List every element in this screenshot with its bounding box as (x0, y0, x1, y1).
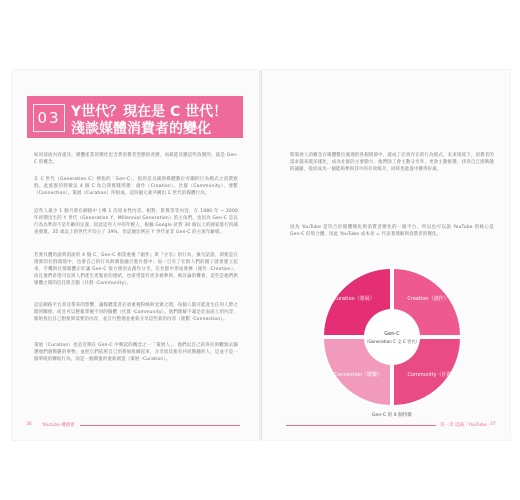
chapter-title-line-2: 淺談媒體消費者的變化 (71, 121, 211, 137)
left-paragraph-1: 如同前面內容提及，媒體產業的變化也含著消費者型態的改變，而最能反應這些改變的，就是 Gen-C 的概念。 (34, 153, 238, 165)
diagram-center-circle (364, 309, 420, 365)
label-connection: Connection（聯繫） (333, 372, 383, 378)
diagram-center-title: Gen-C (384, 331, 400, 337)
right-paragraph-1: 將策展人的概念在媒體數位處理的各個環節中，就成了必須存在的行為模式。未來環境下，消費者的需求越來越多樣化，成為社群的主要動力，他們除了會主動分享外，更會主動挑選，找尋自己感興趣的議題，從而成為一個能夠參與其中的有效媒介，同時也能從中獲得好處。 (290, 153, 494, 172)
label-creation: Creation（創作） (407, 296, 449, 302)
left-paragraph-3: 這些人最少 1 個月會在網路中上傳 1 次原本性內容。相對，影像等等內容，在 1980 年 ~ 2000 年初期出生的 Y 世代（Generation Y、Millennial Generation）的主角們，也因為 Gen-C 是以行為為準而不是年齡的定義，因此這些人中的年輕人，根據 Google 針對 30 個以上的國家進行的調查發現，35 歲以上的世代平均占了 39%，但這個比例在 Y 世代並非 Gen-C 的主流年齡層。 (34, 209, 238, 235)
right-footer-chapter: 第一章 認識「YouTube」 (440, 423, 492, 428)
left-footer-book-title: Youtube 轉播術 (42, 423, 75, 428)
right-footer-rule (286, 425, 436, 426)
left-footer-rule (80, 425, 240, 426)
left-paragraph-2: 在 C 世代（Generation C）裡指的「Gen-C」，指的是具備與媒體數位有關的行為模式之消費族群。此族群的特徵以 4 個 C 為自我實踐形態：創作（Creation）、社群（Community）、連繫（Connection）、策展（Curation）所組成，這四個元素共構出 C 世代的媒體行為。 (34, 177, 238, 196)
right-paragraph-2: 因為 YouTube 是符合於媒體變化與消費者變化的一個平台，所以也可以說 YouTube 的核心是 Gen-C 的集合體，因此 YouTube 成本身 = 代表著理解與消費者的變化。 (290, 225, 494, 237)
left-footer-page-number: 36 (26, 422, 32, 427)
label-community: Community（社群） (407, 372, 457, 378)
chapter-title-line-1: Y世代？現在是 C 世代！ (71, 104, 228, 120)
diagram-caption: Gen-C 的 4 個特徵 (372, 413, 412, 418)
chapter-number: 03 (33, 104, 65, 132)
left-paragraph-5: 這是網路平台普及帶來的影響，讓媒體業者必須重視粉絲與受眾之間，每個人都可能產生任何人際之間的關係，而且可以輕鬆掌握不同的個體（社群 -Community）。他們理解不滿足於表面上的內容，開始找出自己想要與需要的內容，並自行整理並重新分享這些新的內容（連繫 -Connection）。 (34, 303, 238, 322)
left-paragraph-6: 策展（Curation）也是近期在 Gen-C 中興起的概念之一「策展人」，他們以自己的喜好與觀點去篩選他們感興趣的事物，並把它們依照自己的系統組織起來，分享給其他有共同興趣的人，這並不是一個單純的轉貼行為，而是一個價值的重新創造（策展 -Curation）。 (34, 343, 238, 362)
label-curation: Curation（策展） (333, 296, 375, 302)
diagram-center-subtitle: （Generation C 全 C 世代） (364, 339, 420, 344)
chapter-banner (27, 96, 243, 138)
gen-c-diagram (314, 264, 470, 412)
right-footer-page-number: 37 (490, 422, 496, 427)
left-paragraph-4: 若要具體的說明前面的 4 個 C，Gen-C 相當重視『創作』與『分享』的行為，換句話說，即使是在現實的社群環境中，也會自己的行為與價值融合進社群中；而一旦有了社群人們的圈子就會建立起來，手機與社群媒體正好讓 Gen-C 很方便的去創作分享，在社群中形成發揮（創作 -Creation），而且他們希望可以與人們產生更緊密的連結，也希望能有更多被參與、被討論的機會，這些是他們與媒體之間的信任與互動（社群 -Community）。 (34, 253, 238, 286)
